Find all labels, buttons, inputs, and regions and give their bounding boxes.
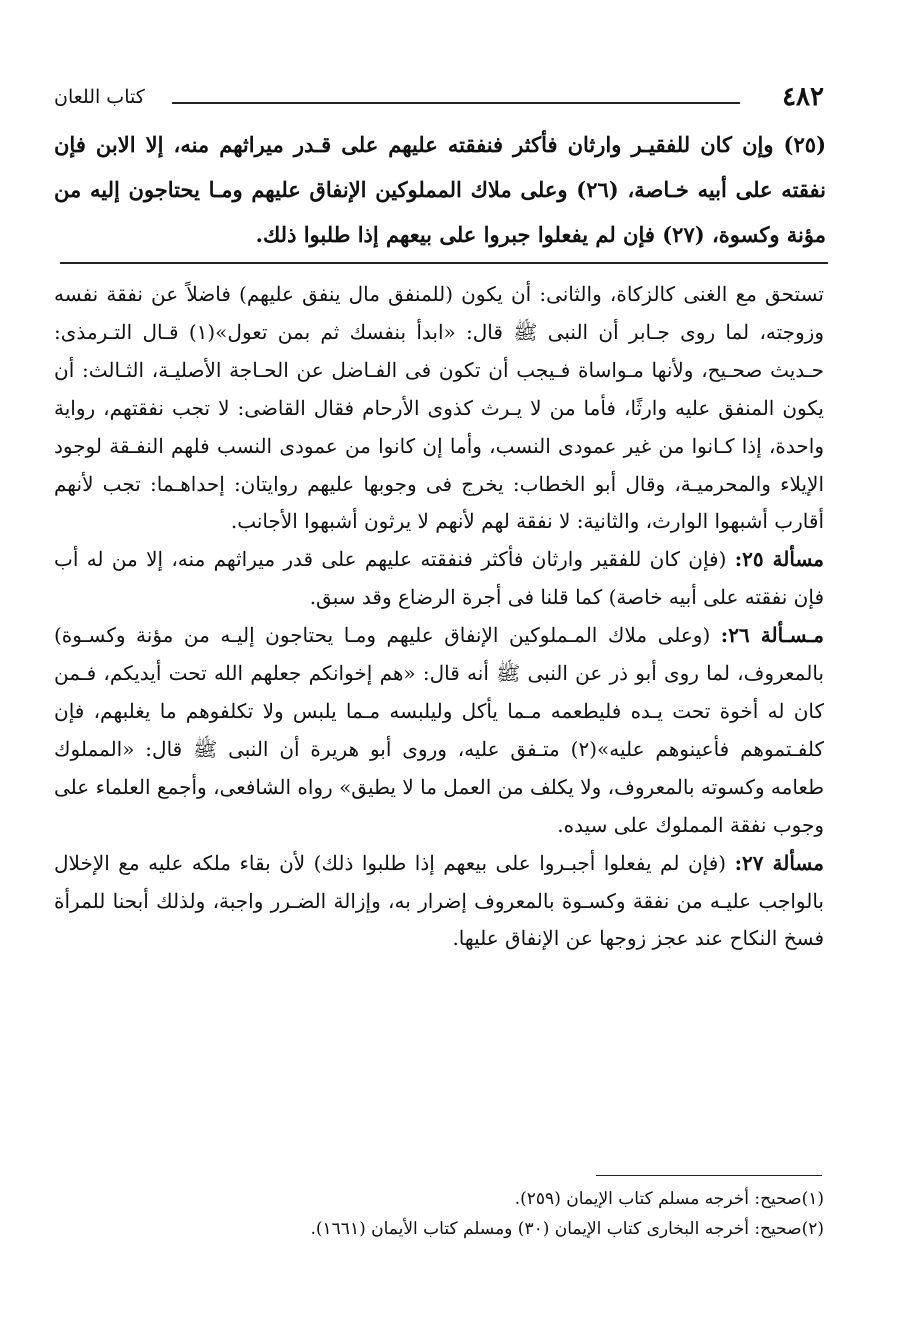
masala-text: (فإن كان للفقير وارثان فأكثر فنفقته عليهم على قدر ميراثهم منه، إلا من له أب فإن نفقته على أبيه خاصة) كما قلنا فى أجرة الرضاع وقد سبق. (54, 547, 824, 610)
commentary (54, 276, 824, 958)
masala-25 (54, 541, 824, 617)
running-title: كتاب اللعان (54, 86, 145, 108)
commentary-paragraph: تستحق مع الغنى كالزكاة، والثانى: أن يكون (للمنفق مال ينفق عليهم) فاضلاً عن نفقة نفسه وزوجته، لما روى جـابر أن النبى ﷺ قال: «ابدأ بنفسك ثم بمن تعول»(١) قـال التـرمذى: حـديث صحـيح، ولأنها مـواساة فـيجب أن تكون فى الفـاضل عن الحـاجة الأصليـة، الثـالث: أن يكون المنفق عليه وارثًا، فأما من لا يـرث كذوى الأرحام فقال القاضى: لا تجب نفقتهم، رواية واحدة، إذا كـانوا من غير عمودى النسب، وأما إن كانوا من عمودى النسب فلهم النفـقة لوجود الإيلاء والمحرميـة، وقال أبو الخطاب: يخرج فى وجوبها عليهم روايتان: إحداهـما: تجب لأنهم أقارب أشبهوا الوارث، والثانية: لا نفقة لهم لأنهم لا يرثون أشبهوا الأجانب. (54, 282, 824, 534)
masala-label: مسألة ٢٥: (734, 547, 824, 572)
matn-divider (60, 262, 828, 264)
footnote-2: (٢)صحيح: أخرجه البخارى كتاب الإيمان (٣٠) ومسلم كتاب الأيمان (١٦٦١). (310, 1219, 824, 1239)
header-rule (172, 102, 740, 104)
masala-text: (فإن لم يفعلوا أجبـروا على بيعهم إذا طلبوا ذلك) لأن بقاء ملكه عليه مع الإخلال بالواجب عليـه من نفقة وكسـوة بالمعروف إضرار به، وإزالة الضـرر واجبة، ولذلك أبحنا للمرأة فسخ النكاح عند عجز زوجها عن الإنفاق عليها. (54, 850, 824, 951)
footnote-divider (596, 1175, 822, 1176)
footnotes (200, 1184, 824, 1244)
masala-26 (54, 617, 824, 844)
masala-27 (54, 845, 824, 959)
page-number: ٤٨٢ (782, 82, 824, 112)
footnote-1: (١)صحيح: أخرجه مسلم كتاب الإيمان (٢٥٩). (514, 1189, 824, 1209)
masala-label: مـسـألة ٢٦: (720, 623, 824, 648)
page-header (54, 82, 824, 116)
masala-text: (وعلى ملاك المـملوكين الإنفاق عليهم ومـا يحتاجون إليـه من مؤنة وكسـوة) بالمعروف، لما روى أبو ذر عن النبى ﷺ أنه قال: «هم إخوانكم جعلهم الله تحت أيديكم، فـمن كان له أخوة تحت يـده فليطعمه مـما يأكل وليلبسه مـما يلبس ولا تكلفوهم ما يغلبهم، فإن كلفـتموهم فأعينوهم عليه»(٢) متـفق عليه، وروى أبو هريرة أن النبى ﷺ قال: «المملوك طعامه وكسوته بالمعروف، ولا يكلف من العمل ما لا يطيق» رواه الشافعى، وأجمع العلماء على وجوب نفقة المملوك على سيده. (54, 623, 824, 837)
masala-label: مسألة ٢٧: (734, 850, 824, 875)
matn-text: (٢٥) وإن كان للفقيـر وارثان فأكثر فنفقته عليهم على قـدر ميراثهم منه، إلا الابن فإن نفقته على أبيه خـاصة، (٢٦) وعلى ملاك المملوكين الإنفاق عليهم ومـا يحتاجون إليه من مؤنة وكسوة، (٢٧) فإن لم يفعلوا جبروا على بيعهم إذا طلبوا ذلك. (54, 132, 826, 247)
